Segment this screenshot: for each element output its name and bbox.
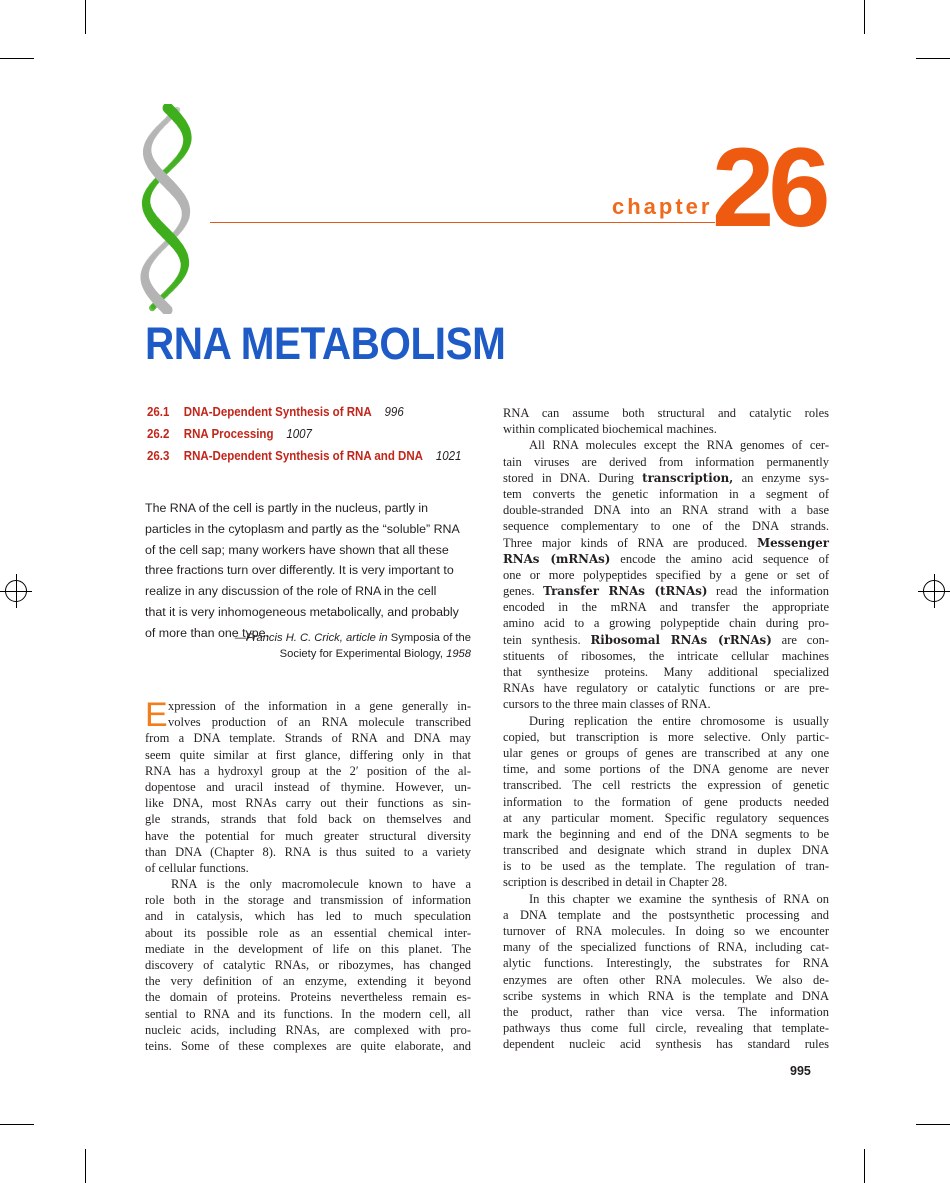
- body-line: like DNA, most RNAs carry out their functions as sin-: [145, 796, 471, 811]
- body-line: one or more polypeptides specified by a gene or set of: [503, 567, 829, 582]
- crop-mark-bottom-left-v: [85, 1149, 86, 1183]
- body-line: cursors to the three main classes of RNA.: [503, 697, 711, 712]
- dna-helix-illustration: [138, 104, 218, 314]
- helix-bead: [160, 228, 171, 239]
- chapter-title: RNA METABOLISM: [145, 318, 506, 369]
- epigraph-line: three fractions turn over differently. It is very important to: [145, 563, 454, 578]
- body-line: dependent nucleic acid synthesis has standard rules: [503, 1037, 829, 1052]
- toc-title: RNA Processing: [183, 427, 274, 441]
- body-line: the very definition of an enzyme, extending it beyond: [145, 974, 471, 989]
- toc-page: 1007: [286, 427, 312, 441]
- toc-page: 996: [384, 405, 404, 419]
- attribution-author: —Francis H. C. Crick, article in: [234, 632, 388, 644]
- epigraph-attribution: [200, 630, 471, 662]
- body-line: All RNA molecules except the RNA genomes of cer-: [529, 438, 829, 453]
- crop-mark-top-left-v: [85, 0, 86, 34]
- body-line: scribe systems in which RNA is the template and DNA: [503, 988, 829, 1003]
- body-line: the domain of proteins. Proteins nevertheless remain es-: [145, 990, 471, 1005]
- body-line: During replication the entire chromosome is usually: [529, 713, 829, 728]
- helix-bead: [161, 176, 172, 187]
- body-line: transcribed and designate which strand in duplex DNA: [503, 843, 829, 858]
- body-line: stored in DNA. During transcription, an enzyme sys-: [503, 470, 829, 485]
- toc-item[interactable]: [147, 427, 312, 441]
- body-line: stituents of ribosomes, the intricate cellular machines: [503, 648, 829, 663]
- key-term: Messenger: [757, 535, 829, 550]
- body-line: at any particular moment. Specific regulatory sequences: [503, 810, 829, 825]
- body-line: In this chapter we examine the synthesis of RNA on: [529, 891, 829, 906]
- body-line: than DNA (Chapter 8). RNA is thus suited to a variety: [145, 844, 471, 859]
- body-line: tem converts the genetic information in a segment of: [503, 486, 829, 501]
- drop-cap: E: [145, 696, 168, 734]
- toc-page: 1021: [435, 449, 462, 463]
- epigraph-quote: [145, 498, 475, 644]
- body-line: volves production of an RNA molecule transcribed: [168, 715, 471, 730]
- chapter-rule: [210, 222, 715, 223]
- body-line: encoded in the mRNA and transfer the appropriate: [503, 600, 829, 615]
- helix-bead: [159, 301, 170, 312]
- body-line: genes. Transfer RNAs (tRNAs) read the information: [503, 584, 829, 599]
- body-line: the product, rather than vice versa. The information: [503, 1004, 829, 1019]
- body-line: within complicated biochemical machines.: [503, 422, 717, 437]
- body-line: have the potential for much greater structural diversity: [145, 828, 471, 843]
- epigraph-line: that it is very inhomogeneous metabolically, and probably: [145, 604, 459, 619]
- body-line: alytic functions. Interestingly, the substrates for RNA: [503, 956, 829, 971]
- key-term: RNAs (mRNAs): [503, 551, 611, 566]
- body-line: xpression of the information in a gene generally in-: [168, 699, 471, 713]
- body-line: time, and some portions of the DNA genome are never: [503, 762, 829, 777]
- epigraph-line: of the cell sap; many workers have shown that all these: [145, 542, 449, 557]
- body-line: RNAs have regulatory or catalytic functions or are pre-: [503, 681, 829, 696]
- body-line: many of the specialized functions of RNA, including cat-: [503, 940, 829, 955]
- body-line: enzymes are often other RNA molecules. We also de-: [503, 972, 829, 987]
- body-line: role both in the storage and transmission of information: [145, 893, 471, 908]
- key-term: Ribosomal RNAs (rRNAs): [590, 632, 772, 647]
- body-line: gle strands, strands that fold back on themselves and: [145, 812, 471, 827]
- attribution-source-2: Society for Experimental Biology,: [279, 648, 443, 660]
- epigraph-line: realize in any discussion of the role of RNA in the cell: [145, 584, 437, 599]
- page-number: 995: [790, 1064, 811, 1078]
- body-line: amino acid to a growing polypeptide chain during pro-: [503, 616, 829, 631]
- body-line: double-stranded DNA into an RNA strand with a base: [503, 503, 829, 518]
- body-line: transcribed. The cell restricts the expression of genetic: [503, 778, 829, 793]
- toc-number: 26.1: [147, 405, 170, 419]
- body-line: seem quite similar at first glance, differing only in that: [145, 747, 471, 762]
- body-line: and in catalysis, which has led to much speculation: [145, 909, 471, 924]
- crop-mark-bottom-right-v: [864, 1149, 865, 1183]
- crop-mark-top-left-h: [0, 58, 34, 59]
- body-line: discovery of catalytic RNAs, or ribozymes, has changed: [145, 958, 471, 972]
- body-line: nucleic acids, including RNAs, are complexed with pro-: [145, 1022, 471, 1037]
- body-line: dopentose and uracil instead of thymine. However, un-: [145, 779, 471, 794]
- body-line: RNAs (mRNAs) encode the amino acid sequence of: [503, 551, 829, 566]
- chapter-number: 26: [712, 125, 825, 250]
- body-line: pathways thus come full circle, revealing that template-: [503, 1021, 829, 1036]
- body-line: turnover of RNA molecules. In doing so we encounter: [503, 924, 829, 938]
- crop-mark-bottom-left-h: [0, 1124, 34, 1125]
- attribution-source-1: Symposia of the: [390, 632, 471, 644]
- epigraph-line: of more than one type.: [145, 625, 269, 640]
- helix-bead: [149, 305, 155, 311]
- crop-mark-bottom-right-h: [916, 1124, 950, 1125]
- body-line: from a DNA template. Strands of RNA and DNA may: [145, 731, 471, 746]
- body-line: ular genes or groups of genes are transcribed at any one: [503, 745, 829, 760]
- body-line: tain viruses are derived from information permanently: [503, 454, 829, 469]
- body-line: RNA has a hydroxyl group at the 2′ position of the al-: [145, 763, 471, 778]
- body-line: mark the beginning and end of the DNA segments to be: [503, 826, 829, 841]
- toc-item[interactable]: [147, 405, 404, 419]
- key-term: transcription,: [642, 470, 734, 485]
- body-line: that synthesize proteins. Many additional specialized: [503, 665, 829, 679]
- body-line: RNA is the only macromolecule known to have a: [171, 877, 471, 892]
- body-line: tein synthesis. Ribosomal RNAs (rRNAs) are con-: [503, 632, 829, 647]
- body-line: copied, but transcription is more selective. Only partic-: [503, 729, 829, 744]
- chapter-label: chapter: [612, 194, 713, 219]
- body-line: mediate in the development of life on this planet. The: [145, 941, 471, 956]
- attribution-year: 1958: [446, 648, 471, 660]
- body-column-right: [503, 405, 829, 1053]
- body-line: sential to RNA and its functions. In the modern cell, all: [145, 1006, 471, 1021]
- crop-mark-top-right-v: [864, 0, 865, 34]
- key-term: Transfer RNAs (tRNAs): [543, 584, 708, 599]
- body-line: scription is described in detail in Chapter 28.: [503, 875, 728, 890]
- body-line: RNA can assume both structural and catalytic roles: [503, 406, 829, 420]
- body-line: about its possible role as an essential chemical inter-: [145, 925, 471, 940]
- crop-mark-top-right-h: [916, 58, 950, 59]
- toc-number: 26.3: [147, 449, 170, 463]
- toc-title: DNA-Dependent Synthesis of RNA: [183, 405, 372, 419]
- body-line: teins. Some of these complexes are quite elaborate, and: [145, 1038, 471, 1053]
- toc-title: RNA-Dependent Synthesis of RNA and DNA: [183, 449, 423, 463]
- toc-number: 26.2: [147, 427, 170, 441]
- body-line: sequence complementary to one of the DNA strands.: [503, 519, 829, 534]
- epigraph-line: particles in the cytoplasm and partly as the “soluble” RNA: [145, 521, 460, 536]
- body-column-left: [145, 698, 471, 1054]
- body-line: a DNA template and the postsynthetic processing and: [503, 907, 829, 922]
- body-line: of cellular functions.: [145, 860, 249, 875]
- body-line: Three major kinds of RNA are produced. Messenger: [503, 535, 829, 550]
- body-line: information to the formation of gene products needed: [503, 794, 829, 809]
- body-line: is to be used as the template. The regulation of tran-: [503, 859, 829, 874]
- epigraph-line: The RNA of the cell is partly in the nucleus, partly in: [145, 501, 429, 515]
- toc-item[interactable]: [147, 449, 461, 463]
